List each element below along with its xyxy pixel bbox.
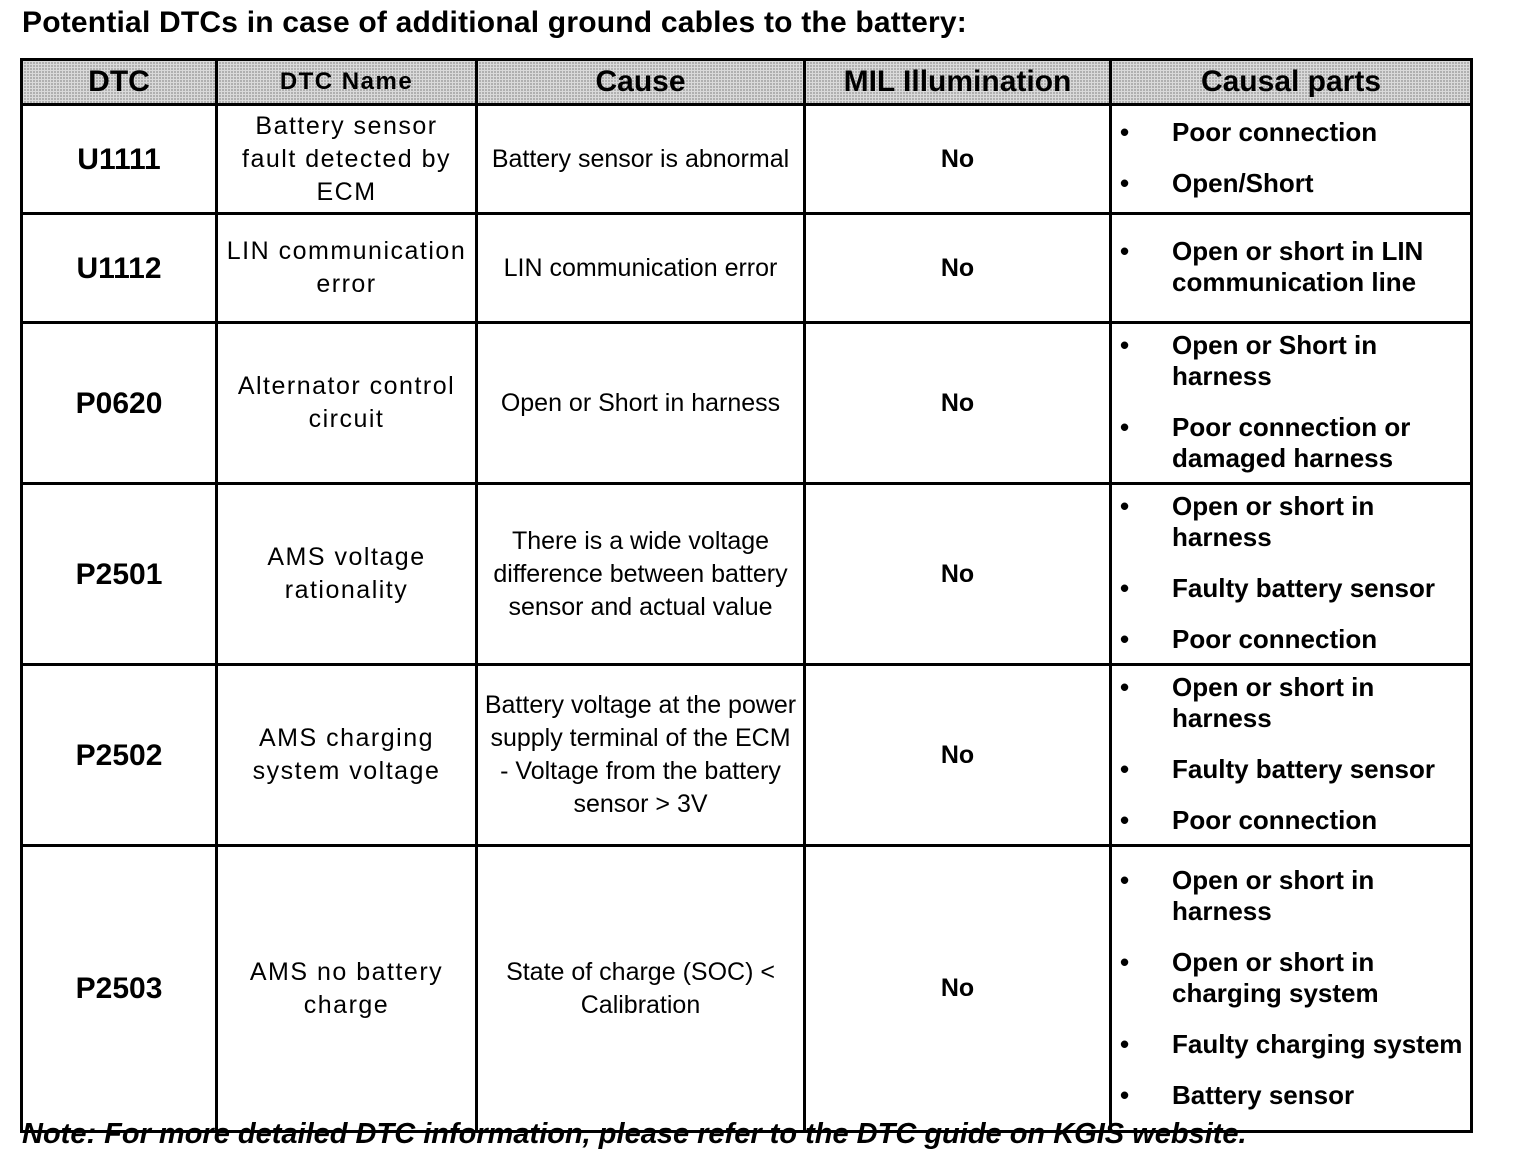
dtc-name: AMS no battery charge	[217, 846, 477, 1132]
causal-parts	[1111, 665, 1472, 846]
causal-part-item: • Open or short in harness	[1120, 672, 1375, 733]
header-mil-illumination: MIL Illumination	[805, 60, 1111, 105]
causal-part-item: • Battery sensor	[1120, 1079, 1355, 1110]
table-row	[22, 484, 1472, 665]
table-row	[22, 665, 1472, 846]
causal-part-item: • Open or Short in harness	[1120, 330, 1378, 391]
causal-part-item: • Open or short in harness	[1120, 491, 1375, 552]
header-dtc-name: DTC Name	[217, 60, 477, 105]
causal-parts	[1111, 484, 1472, 665]
causal-parts	[1111, 846, 1472, 1132]
dtc-name: LIN communication error	[217, 214, 477, 323]
mil-illumination: No	[805, 105, 1111, 214]
dtc-name: Alternator control circuit	[217, 323, 477, 484]
table-row	[22, 846, 1472, 1132]
table-row	[22, 105, 1472, 214]
causal-part-text: Open or short in charging system	[1172, 946, 1379, 1008]
causal-part-item: • Poor connection	[1120, 624, 1378, 654]
causal-part-text: Battery sensor	[1172, 1079, 1355, 1110]
table-row	[22, 214, 1472, 323]
table-header-row	[22, 60, 1472, 105]
dtc-code: P2501	[22, 484, 217, 665]
document-title: Potential DTCs in case of additional ground cables to the battery:	[22, 6, 967, 39]
mil-illumination: No	[805, 214, 1111, 323]
causal-part-item: • Open or short in LIN communication line	[1120, 236, 1424, 297]
causal-part-text: Open or short in harness	[1172, 672, 1375, 733]
causal-part-text: Poor connection or damaged harness	[1172, 412, 1411, 473]
causal-part-item: • Open or short in charging system	[1120, 946, 1379, 1008]
dtc-code: P0620	[22, 323, 217, 484]
mil-illumination: No	[805, 665, 1111, 846]
dtc-cause: Open or Short in harness	[477, 323, 805, 484]
causal-part-text: Faulty battery sensor	[1172, 573, 1435, 603]
dtc-name: Battery sensor fault detected by ECM	[217, 105, 477, 214]
causal-part-item: • Poor connection or damaged harness	[1120, 412, 1411, 473]
dtc-cause: There is a wide voltage difference between battery sensor and actual value	[477, 484, 805, 665]
causal-parts	[1111, 214, 1472, 323]
causal-parts	[1111, 323, 1472, 484]
mil-illumination: No	[805, 484, 1111, 665]
header-causal-parts: Causal parts	[1111, 60, 1472, 105]
dtc-code: P2503	[22, 846, 217, 1132]
causal-part-text: Open or short in LIN communication line	[1172, 236, 1424, 297]
dtc-code: U1112	[22, 214, 217, 323]
footnote: Note: For more detailed DTC information, please refer to the DTC guide on KGIS website.	[22, 1118, 1247, 1150]
causal-part-text: Poor connection	[1172, 624, 1378, 654]
causal-part-text: Faulty battery sensor	[1172, 754, 1435, 784]
causal-part-text: Open or short in harness	[1172, 864, 1375, 926]
mil-illumination: No	[805, 846, 1111, 1132]
dtc-name: AMS voltage rationality	[217, 484, 477, 665]
dtc-cause: Battery voltage at the power supply terminal of the ECM - Voltage from the battery sensor > 3V	[477, 665, 805, 846]
causal-part-item: • Open or short in harness	[1120, 864, 1375, 926]
causal-part-text: Open/Short	[1172, 168, 1314, 198]
dtc-table	[20, 58, 1473, 1133]
causal-part-text: Open or Short in harness	[1172, 330, 1378, 391]
dtc-cause: Battery sensor is abnormal	[477, 105, 805, 214]
mil-illumination: No	[805, 323, 1111, 484]
table-row	[22, 323, 1472, 484]
causal-part-text: Faulty charging system	[1172, 1028, 1463, 1059]
header-cause: Cause	[477, 60, 805, 105]
header-dtc: DTC	[22, 60, 217, 105]
causal-part-item: • Poor connection	[1120, 805, 1378, 835]
causal-part-text: Poor connection	[1172, 805, 1378, 835]
causal-part-item: • Faulty charging system	[1120, 1028, 1463, 1059]
causal-parts	[1111, 105, 1472, 214]
dtc-cause: LIN communication error	[477, 214, 805, 323]
causal-part-text: Open or short in harness	[1172, 491, 1375, 552]
dtc-cause: State of charge (SOC) < Calibration	[477, 846, 805, 1132]
dtc-code: P2502	[22, 665, 217, 846]
dtc-code: U1111	[22, 105, 217, 214]
causal-part-item: • Open/Short	[1120, 168, 1314, 198]
causal-part-text: Poor connection	[1172, 117, 1378, 147]
causal-part-item: • Faulty battery sensor	[1120, 754, 1435, 784]
dtc-name: AMS charging system voltage	[217, 665, 477, 846]
causal-part-item: • Faulty battery sensor	[1120, 573, 1435, 603]
causal-part-item: • Poor connection	[1120, 117, 1378, 147]
